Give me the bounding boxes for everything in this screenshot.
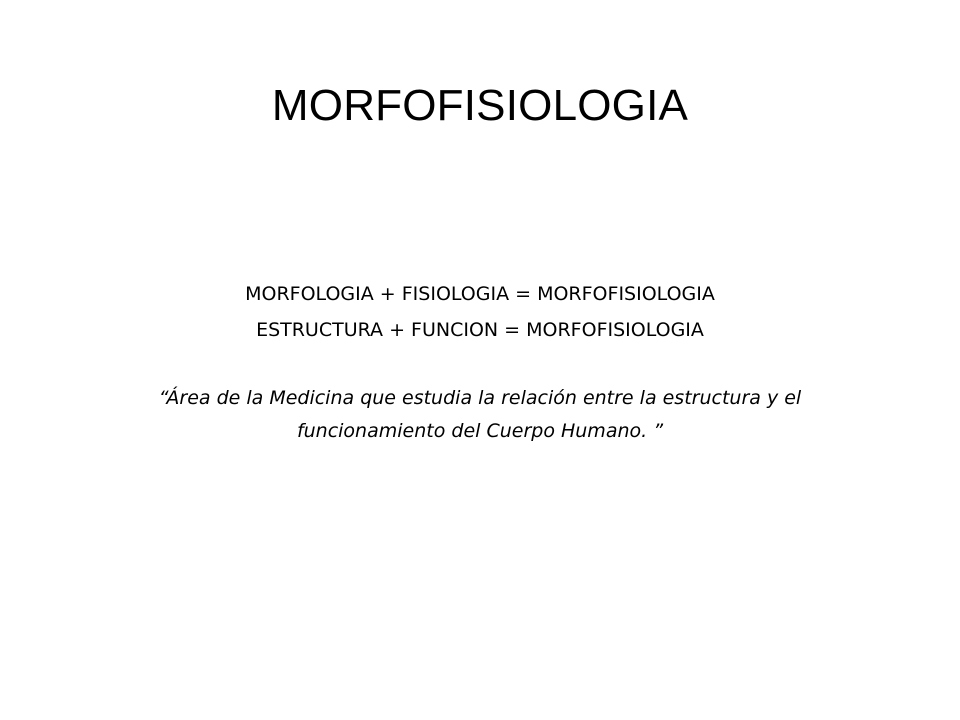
body-spacer [80,348,880,382]
formula-morfologia-fisiologia: MORFOLOGIA + FISIOLOGIA = MORFOFISIOLOGIA [245,283,715,305]
definition-quote: “Área de la Medicina que estudia la relación entre la estructura y el funcionamiento del Cuerpo Humano. ” [158,387,802,442]
slide-body [80,276,880,448]
formula-estructura-funcion: ESTRUCTURA + FUNCION = MORFOFISIOLOGIA [256,319,704,341]
slide-title: MORFOFISIOLOGIA [271,81,689,130]
